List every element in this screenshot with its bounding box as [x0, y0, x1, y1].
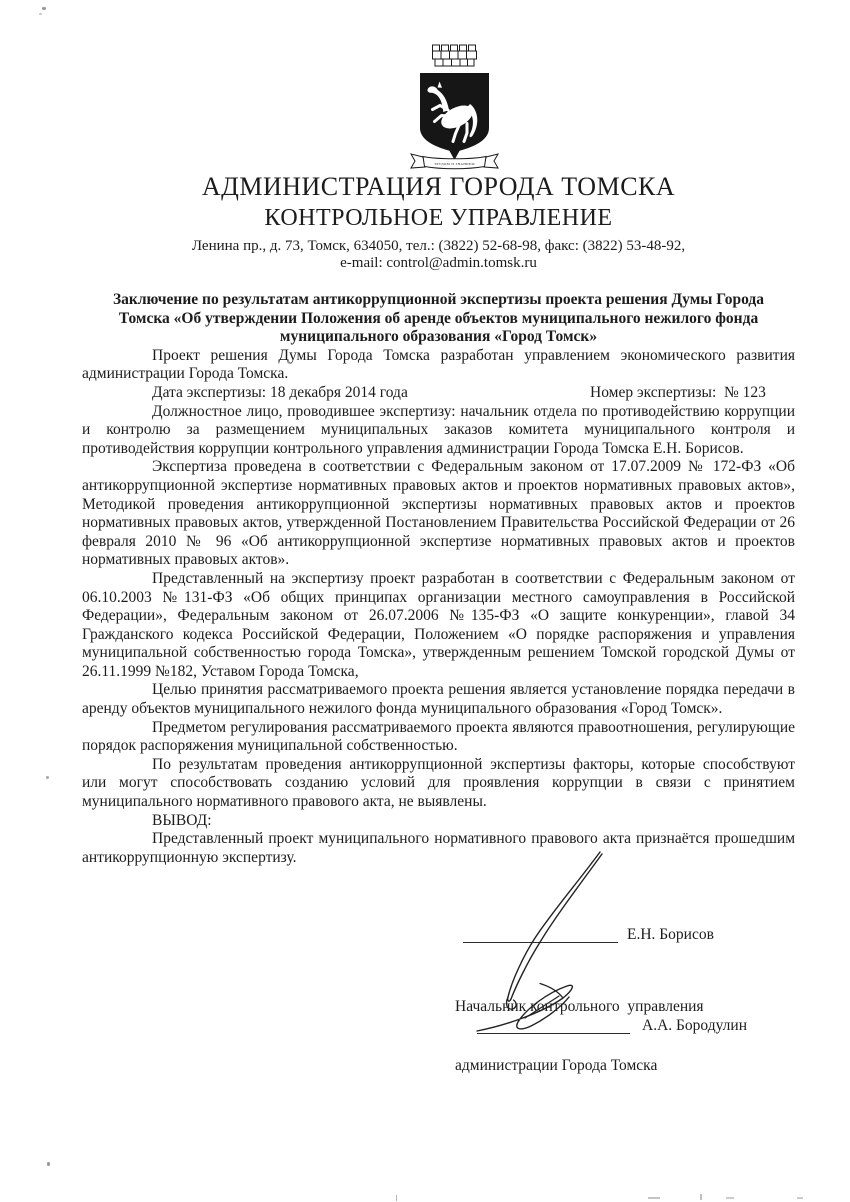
- emblem-motto: ТРУДОМ И ЗНАНИЕМ: [434, 161, 475, 166]
- paragraph: Целью принятия рассматриваемого проекта решения является установление порядка передачи в аренду объектов муниципального нежилого фонда муниципального образования «Город Томск».: [82, 681, 795, 718]
- head-job-title-line1: Начальник контрольного управления: [455, 998, 704, 1015]
- head-job-title-line2: администрации Города Томска: [455, 1056, 658, 1074]
- address-line: Ленина пр., д. 73, Томск, 634050, тел.: (3822) 52-68-98, факс: (3822) 53-48-92,: [191, 238, 686, 254]
- signature-line-head: [477, 1018, 630, 1034]
- paragraph: Должностное лицо, проводившее экспертизу: начальник отдела по противодействию коррупции и контролю за размещением муниципальных заказов комитета муниципального контроля и противодействия коррупции контрольного управления администрации Города Томска Е.Н. Борисов.: [82, 402, 795, 457]
- document-title: Заключение по результатам антикоррупционной экспертизы проекта решения Думы Города Томска «Об утверждении Положения об аренде объектов муниципального нежилого фонда муниципального образования «Город Томск»: [113, 291, 764, 346]
- paragraph: Предметом регулирования рассматриваемого проекта являются правоотношения, регулирующие порядок распоряжения муниципальной собственностью.: [82, 718, 795, 755]
- document-body: [82, 291, 795, 867]
- expert-name: Е.Н. Борисов: [627, 926, 714, 943]
- scan-speck: [396, 1195, 397, 1201]
- letterhead: [82, 172, 795, 272]
- department-name: КОНТРОЛЬНОЕ УПРАВЛЕНИЕ: [264, 205, 613, 231]
- paragraph: Представленный на экспертизу проект разработан в соответствии с Федеральным законом от 06.10.2003 №131-ФЗ «Об общих принципах организации местного самоуправления в Российской Федерации», Федеральным законом от 26.07.2006 №135-ФЗ «О защите конкуренции», главой 34 Гражданского кодекса Российской Федерации, Положением «О порядке распоряжения и управления муниципальной собственностью города Томска», утвержденным решением Томской городской Думы от 26.11.1999 №182, Уставом Города Томска,: [82, 569, 795, 680]
- scan-speck: [726, 1197, 734, 1199]
- scan-speck: [797, 1197, 803, 1199]
- scan-speck: [700, 1194, 702, 1200]
- expertise-number: Номер экспертизы: № 123: [590, 383, 766, 401]
- head-name: А.А. Бородулин: [642, 1017, 747, 1034]
- paragraph: По результатам проведения антикоррупционной экспертизы факторы, которые способствуют или могут способствовать созданию условий для проявления коррупции в связи с принятием муниципального нормативного правового акта, не выявлены.: [82, 755, 795, 811]
- scan-speck: [42, 7, 46, 10]
- scan-speck: [47, 1162, 50, 1166]
- tomsk-coat-of-arms-icon: [407, 44, 502, 170]
- paragraph: Экспертиза проведена в соответствии с Федеральным законом от 17.07.2009 № 172-ФЗ «Об антикоррупционной экспертизе нормативных правовых актов и проектов нормативных правовых актов», Методикой проведения антикоррупционной экспертизы нормативных правовых актов и проектов нормативных правовых актов, утвержденной Постановлением Правительства Российской Федерации от 26 февраля 2010 № 96 «Об антикоррупционной экспертизе нормативных правовых актов и проектов нормативных правовых актов».: [82, 458, 795, 569]
- email-line: e-mail: control@admin.tomsk.ru: [340, 255, 537, 271]
- paragraph: Представленный проект муниципального нормативного правового акта признаётся прошедшим антикоррупционную экспертизу.: [82, 830, 795, 866]
- scan-speck: [46, 776, 49, 779]
- paragraph: Проект решения Думы Города Томска разработан управлением экономического развития администрации Города Томска.: [82, 346, 795, 383]
- scan-speck: [648, 1197, 660, 1199]
- head-job-title: [455, 958, 704, 1114]
- conclusion-label: ВЫВОД:: [152, 811, 212, 829]
- scan-speck: [39, 13, 42, 15]
- expertise-date: Дата экспертизы: 18 декабря 2014 года: [152, 383, 408, 401]
- expertise-meta-row: [82, 384, 795, 403]
- organization-name: АДМИНИСТРАЦИЯ ГОРОДА ТОМСКА: [201, 172, 676, 201]
- signature-line-expert: [463, 927, 618, 943]
